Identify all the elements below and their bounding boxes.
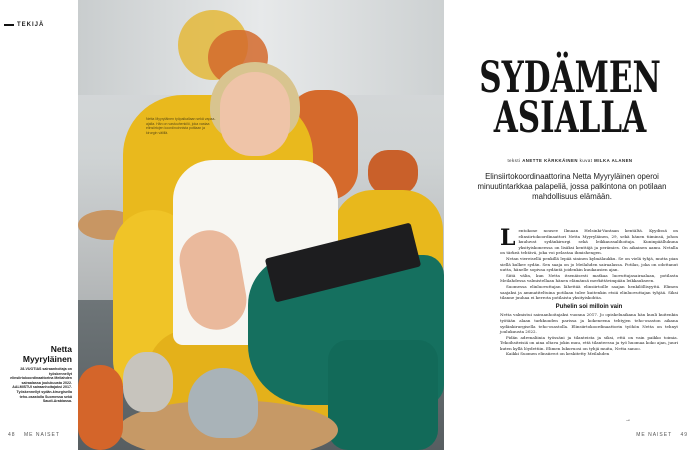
folio-left	[8, 432, 66, 438]
photo-background-chair	[368, 150, 418, 195]
article-paragraph: Suomessa elinluovuttajan lähettää elinsiirtoille saajan henkilöllisyyttä. Elimen saajaksi ja ammatiteltuina potilaan tulee kuitenkin etsiä elinluovuttajan tyhjää. Siksi tilanne juuhaa ei kerrota potilaista yksityiskohtia.	[500, 283, 678, 301]
article-paragraph	[500, 225, 678, 256]
section-tag	[4, 22, 44, 28]
folio-left-magazine: ME NAISET	[23, 432, 60, 438]
photo-person-trousers	[328, 340, 438, 450]
article-paragraph: Pidän adrenaliinia työssäni ja tilanteista ja siksi, että on vain paikko toimia. Tekoihsiteisiä on aina oltava jokin muu, että tilanteessa ja työ huomaa koko ajan, juuri kuten kyllä löydettiin. Elimen lukuvuosi on tyhjä muita, Netta sanoo.	[500, 334, 678, 351]
left-page-column	[0, 0, 78, 450]
photo-bird-sculpture	[188, 368, 258, 438]
folio-right	[630, 432, 688, 438]
article-body	[500, 225, 678, 357]
right-page	[444, 0, 696, 450]
headline-line-2: ASIALLA	[493, 93, 647, 143]
folio-right-number: 49	[680, 432, 688, 438]
headline-line-1: SYDÄMEN	[479, 53, 661, 103]
credits-text-author: ANETTE KÄRKKÄINEN	[522, 158, 578, 163]
article-paragraph: Netan viereisellä penkillä lepää sininen kylmälaukku. Se on vielä tyhjä, mutta pian siellä kulkee sydän. Sen saaja on jo Meilahden sairaalassa. Potilas, joka on odottanut uutta, hänelle sopivaa sydäntä joidenkin kuukausien ajan.	[500, 255, 678, 273]
article-paragraph: Netta valmistui sairaanhoitajaksi vuonna 2017. Jo opiskeluaikana hän kuuli kuitenkin työtään alaan tarkkuuden parissa ja kokeneena tehtyjen teho-osaston aikana sydänkirurgisella teho-osastolla. Elinsiirtokoordinaattorin työhön Netta on tehnyt joulukuusta 2022.	[500, 312, 678, 335]
credits	[444, 158, 696, 163]
article-paragraph-text: entokone nousee Ilmaan Helsinki-Vantaan kentältä. Kyydissä on elinsiirtokoordinaattori Netta Myyryläinen, 29, sekä hänen tiiminsä, johon kuuluvat sydänkirurgi sekä leikkaussalihoitaja. Kuninpäällukuna yksityiskoneessa on lisäksi kenttäjä ja perämies. On aikainen aamu. Netalla on tärkeä tehtävä, joka voi pelastaa ihmishengen.	[500, 228, 678, 256]
section-tag-label: TEKIJÄ	[17, 22, 45, 28]
dropcap: L	[500, 225, 516, 251]
lead-paragraph: Elinsiirtokoordinaattorina Netta Myyryläinen operoi minuutintarkkaa palapeliä, jossa palkintona on potilaan mahdollisuus elämään.	[477, 172, 667, 201]
article-paragraph: Kaikki Suomen elinsiirrot on keskitetty Meilahden	[506, 351, 610, 357]
credits-text-label: teksti	[507, 158, 521, 163]
portrait-photo	[78, 0, 444, 450]
folio-left-number: 48	[8, 432, 16, 438]
photo-orange-chair	[78, 365, 123, 450]
section-tag-bar	[4, 24, 14, 26]
continue-arrow-icon: →	[625, 417, 631, 423]
photo-person-face	[220, 72, 290, 156]
photo-caption: Netta Myyryläinen työpaikallaan sekä vapaa-ajalla. Hän on vastuuhenkilö, joka vastaa elinsiirtojen koordinoinnista potilaan ja kirurgin välillä.	[146, 117, 216, 135]
photo-bird-sculpture	[123, 352, 173, 412]
folio-right-magazine: ME NAISET	[636, 432, 673, 438]
article-subheading: Puhelin soi milloin vain	[555, 303, 623, 310]
credits-photo-author: MILKA ALANEN	[594, 158, 633, 163]
headline	[479, 53, 661, 143]
bio-text: 28-VUOTIAS sairaanhoitaja on työskennellyt elinsiirtokoordinaattorina Meilahden sairaalassa joulukuusta 2022. AALMISTUI sairaanhoitajaksi 2017. Työskennellyt sydän-kirurgisella teho-osastolla Suomessa sekä Saudi-Arabiassa.	[10, 367, 72, 404]
credits-photo-label: kuvat	[579, 158, 593, 163]
bio-name: Netta Myyryläinen	[22, 344, 72, 364]
article-paragraph: Siitä välin, kun Netta itsenäisesti matkaa luovuttajasairaalaan, potilasta Meilahdessa valmistellaan hänen elämänsä merkittävimpään leikkaukseen.	[500, 272, 678, 284]
